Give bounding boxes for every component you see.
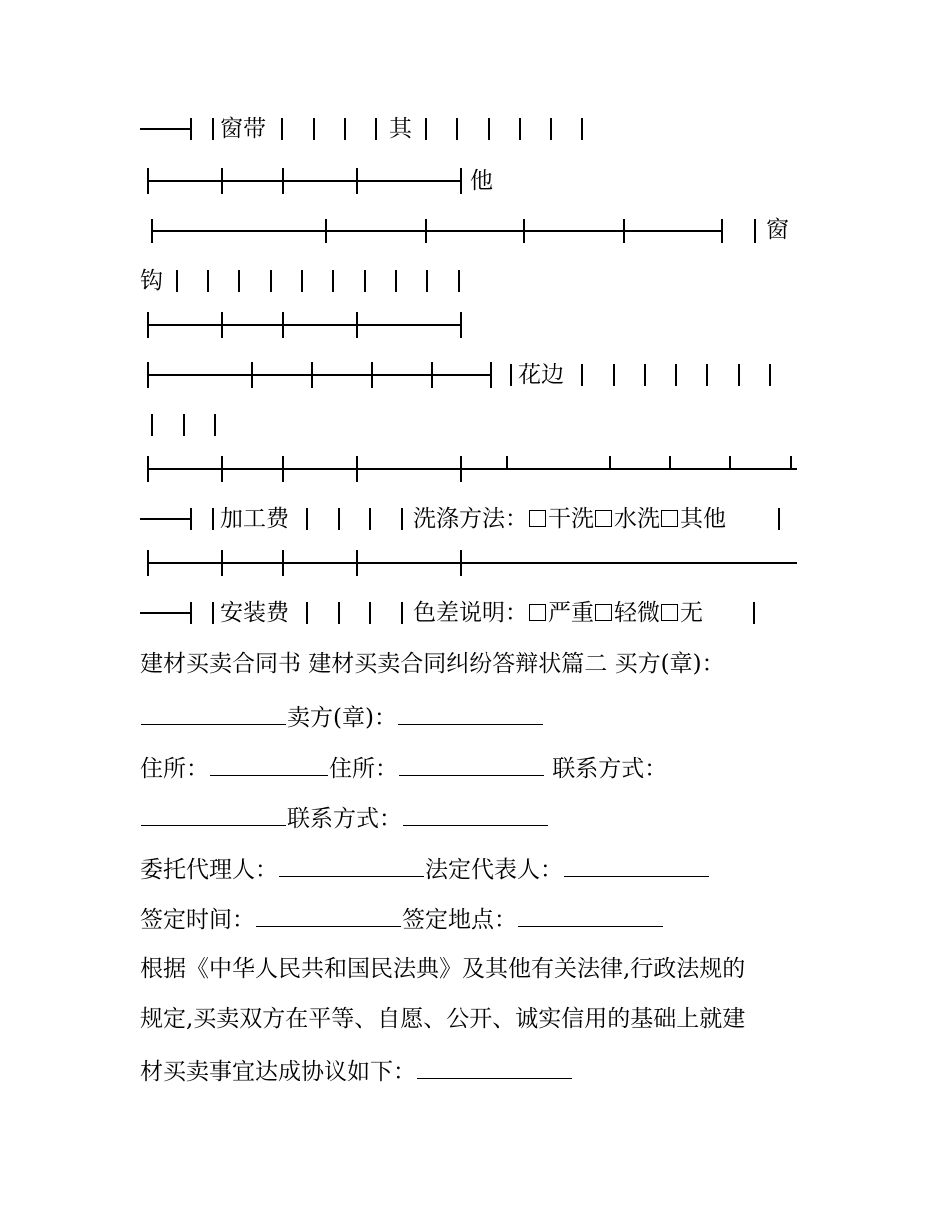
table-bar bbox=[458, 270, 460, 292]
table-bar bbox=[769, 364, 771, 386]
table-bar bbox=[395, 270, 397, 292]
seller-label: 卖方(章)： bbox=[287, 705, 397, 731]
table-bar bbox=[332, 270, 334, 292]
table-tick bbox=[151, 219, 153, 243]
table-bar bbox=[613, 364, 615, 386]
paragraph-line-1: 根据《中华人民共和国民法典》及其他有关法律,行政法规的 bbox=[140, 956, 746, 982]
table-bar bbox=[212, 508, 214, 530]
table-bar bbox=[675, 364, 677, 386]
table-tick bbox=[251, 362, 253, 388]
table-tick bbox=[147, 456, 149, 482]
table-bar bbox=[212, 602, 214, 624]
table-tick bbox=[506, 456, 508, 470]
table-bar bbox=[550, 118, 552, 140]
table-tick bbox=[460, 168, 462, 194]
table-tick bbox=[147, 168, 149, 194]
table-tick bbox=[221, 456, 223, 482]
checkbox-dry[interactable] bbox=[529, 510, 546, 527]
table-bar bbox=[238, 270, 240, 292]
table-bar bbox=[753, 602, 755, 624]
table-tick bbox=[147, 312, 149, 338]
table-bar bbox=[338, 602, 340, 624]
seller-address-blank[interactable] bbox=[399, 753, 544, 776]
table-bar bbox=[190, 118, 192, 140]
agreement-blank[interactable] bbox=[417, 1056, 572, 1079]
paragraph-line-3 bbox=[140, 1056, 573, 1086]
table-bar bbox=[401, 508, 403, 530]
table-bar bbox=[338, 508, 340, 530]
cell-huabian: 花边 bbox=[518, 362, 564, 388]
table-tick bbox=[669, 456, 671, 470]
table-rule bbox=[147, 468, 797, 470]
table-tick bbox=[325, 219, 327, 243]
option-other: 其他 bbox=[680, 506, 726, 532]
buyer-address-blank[interactable] bbox=[210, 753, 328, 776]
cell-anzhuangfei: 安装费 bbox=[220, 600, 289, 626]
table-tick bbox=[282, 168, 284, 194]
table-bar bbox=[364, 270, 366, 292]
table-bar bbox=[706, 364, 708, 386]
table-bar bbox=[644, 364, 646, 386]
table-tick bbox=[371, 362, 373, 388]
table-bar bbox=[214, 414, 216, 436]
table-tick bbox=[623, 219, 625, 243]
table-tick bbox=[282, 550, 284, 576]
table-bar bbox=[301, 270, 303, 292]
washing-label: 洗涤方法： bbox=[413, 506, 528, 532]
table-rule bbox=[147, 562, 797, 564]
sign-time-blank[interactable] bbox=[256, 904, 401, 927]
table-tick bbox=[282, 456, 284, 482]
table-tick bbox=[221, 312, 223, 338]
table-tick bbox=[356, 168, 358, 194]
legal-rep-label: 法定代表人： bbox=[425, 857, 563, 883]
table-tick bbox=[460, 456, 462, 482]
table-bar bbox=[369, 602, 371, 624]
color-label: 色差说明： bbox=[413, 600, 528, 626]
agent-line bbox=[140, 854, 710, 884]
paragraph-line-3-text: 材买卖事宜达成协议如下： bbox=[140, 1059, 416, 1085]
cell-gou: 钩 bbox=[140, 268, 163, 294]
cell-qi: 其 bbox=[389, 116, 412, 142]
table-bar bbox=[581, 364, 583, 386]
checkbox-severe[interactable] bbox=[529, 604, 546, 621]
table-bar bbox=[778, 508, 780, 530]
table-bar bbox=[488, 118, 490, 140]
table-tick bbox=[221, 168, 223, 194]
table-rule bbox=[140, 612, 192, 614]
address-line bbox=[140, 753, 667, 783]
table-bar bbox=[190, 508, 192, 530]
option-none: 无 bbox=[680, 600, 703, 626]
checkbox-water[interactable] bbox=[595, 510, 612, 527]
table-tick bbox=[356, 456, 358, 482]
table-tick bbox=[356, 312, 358, 338]
seller-seal-blank[interactable] bbox=[398, 702, 543, 725]
table-rule bbox=[151, 230, 723, 232]
table-tick bbox=[425, 219, 427, 243]
table-bar bbox=[738, 364, 740, 386]
seller-contact-blank[interactable] bbox=[403, 803, 548, 826]
paragraph-line-2: 规定,买卖双方在平等、自愿、公开、诚实信用的基础上就建 bbox=[140, 1006, 746, 1032]
seller-line bbox=[140, 702, 544, 732]
buyer-contact-blank[interactable] bbox=[141, 803, 286, 826]
table-bar bbox=[344, 118, 346, 140]
table-bar bbox=[212, 118, 214, 140]
table-tick bbox=[356, 550, 358, 576]
table-bar bbox=[425, 118, 427, 140]
address-label-2: 住所： bbox=[329, 756, 398, 782]
sign-time-label: 签定时间： bbox=[140, 907, 255, 933]
contact-label-2: 联系方式： bbox=[287, 806, 402, 832]
table-bar bbox=[369, 508, 371, 530]
table-tick bbox=[311, 362, 313, 388]
table-bar bbox=[176, 270, 178, 292]
table-bar bbox=[190, 602, 192, 624]
table-bar bbox=[313, 118, 315, 140]
contact-line bbox=[140, 803, 549, 833]
table-bar bbox=[375, 118, 377, 140]
checkbox-other[interactable] bbox=[661, 510, 678, 527]
table-bar bbox=[510, 364, 512, 386]
table-bar bbox=[456, 118, 458, 140]
sign-place-blank[interactable] bbox=[518, 904, 663, 927]
table-tick bbox=[609, 456, 611, 470]
table-rule bbox=[140, 128, 192, 130]
table-bar bbox=[426, 270, 428, 292]
address-label: 住所： bbox=[140, 756, 209, 782]
table-tick bbox=[431, 362, 433, 388]
color-difference bbox=[413, 599, 703, 627]
table-rule bbox=[147, 374, 491, 376]
buyer-seal-blank[interactable] bbox=[141, 702, 286, 725]
washing-method bbox=[413, 505, 726, 533]
sign-place-label: 签定地点： bbox=[402, 907, 517, 933]
checkbox-slight[interactable] bbox=[595, 604, 612, 621]
table-tick bbox=[282, 312, 284, 338]
table-bar bbox=[207, 270, 209, 292]
contract-heading: 建材买卖合同书 建材买卖合同纠纷答辩状篇二 买方(章)： bbox=[140, 651, 725, 677]
table-rule bbox=[140, 518, 192, 520]
cell-chuangdai: 窗带 bbox=[220, 116, 266, 142]
table-bar bbox=[306, 602, 308, 624]
table-tick bbox=[147, 550, 149, 576]
cell-ta: 他 bbox=[470, 168, 493, 194]
table-tick bbox=[790, 456, 792, 470]
table-bar bbox=[519, 118, 521, 140]
table-bar bbox=[281, 118, 283, 140]
table-tick bbox=[221, 550, 223, 576]
option-slight: 轻微 bbox=[614, 600, 660, 626]
sign-line bbox=[140, 904, 664, 934]
legal-rep-blank[interactable] bbox=[564, 854, 709, 877]
table-tick bbox=[721, 219, 723, 243]
cell-jiagongfei: 加工费 bbox=[220, 506, 289, 532]
table-tick bbox=[490, 362, 492, 388]
agent-blank[interactable] bbox=[279, 854, 424, 877]
table-bar bbox=[306, 508, 308, 530]
table-bar bbox=[183, 414, 185, 436]
table-rule bbox=[147, 180, 461, 182]
checkbox-none[interactable] bbox=[661, 604, 678, 621]
contact-label: 联系方式： bbox=[545, 756, 668, 782]
table-bar bbox=[401, 602, 403, 624]
option-severe: 严重 bbox=[548, 600, 594, 626]
table-rule bbox=[147, 324, 461, 326]
table-bar bbox=[581, 118, 583, 140]
table-bar bbox=[270, 270, 272, 292]
table-bar bbox=[754, 219, 756, 243]
table-tick bbox=[523, 219, 525, 243]
table-tick bbox=[460, 550, 462, 576]
option-water: 水洗 bbox=[614, 506, 660, 532]
table-bar bbox=[151, 414, 153, 436]
option-dry: 干洗 bbox=[548, 506, 594, 532]
cell-chuang: 窗 bbox=[766, 217, 789, 243]
table-tick bbox=[729, 456, 731, 470]
table-tick bbox=[460, 312, 462, 338]
table-tick bbox=[147, 362, 149, 388]
agent-label: 委托代理人： bbox=[140, 857, 278, 883]
